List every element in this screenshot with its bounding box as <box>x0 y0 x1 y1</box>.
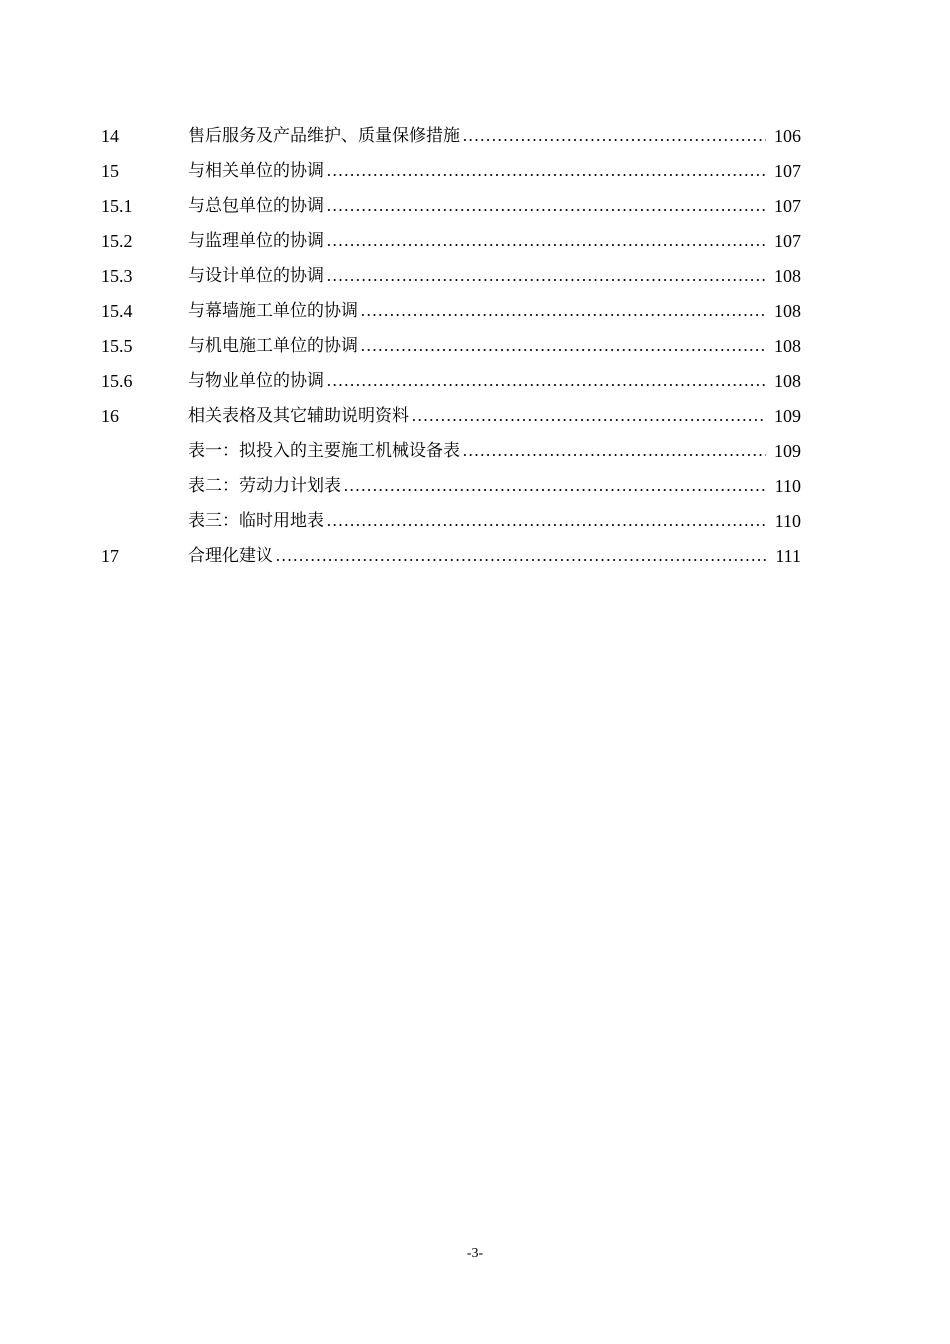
dot-leader <box>275 559 767 561</box>
dot-leader <box>462 139 766 141</box>
toc-entry-body <box>188 364 801 399</box>
toc-entry[interactable] <box>101 364 801 399</box>
dot-leader <box>326 279 766 281</box>
toc-entry-title: 与相关单位的协调 <box>188 161 324 181</box>
toc-entry-page: 109 <box>774 406 801 426</box>
dot-leader <box>360 349 766 351</box>
dot-leader <box>326 209 766 211</box>
toc-entry-title: 合理化建议 <box>188 546 273 566</box>
toc-entry-page: 107 <box>774 196 801 216</box>
toc-entry-title: 售后服务及产品维护、质量保修措施 <box>188 126 460 146</box>
toc-entry-body <box>188 224 801 259</box>
toc-entry-title: 相关表格及其它辅助说明资料 <box>188 406 409 426</box>
toc-entry-number: 15.6 <box>101 371 133 391</box>
toc-entry-page: 108 <box>774 336 801 356</box>
toc-entry[interactable] <box>101 329 801 364</box>
toc-entry-body <box>188 399 801 434</box>
toc-entry[interactable] <box>101 224 801 259</box>
dot-leader <box>326 244 766 246</box>
dot-leader <box>343 489 767 491</box>
toc-entry-page: 108 <box>774 301 801 321</box>
toc-entry-body <box>188 294 801 329</box>
dot-leader <box>326 524 767 526</box>
toc-entry-page: 111 <box>775 546 801 566</box>
toc-entry-number: 15.2 <box>101 231 133 251</box>
table-of-contents <box>101 119 801 574</box>
toc-entry-page: 109 <box>774 441 801 461</box>
toc-entry-number: 15.4 <box>101 301 133 321</box>
toc-entry-body <box>188 434 801 469</box>
toc-entry-body <box>188 504 801 539</box>
toc-entry-title: 表二：劳动力计划表 <box>188 476 341 496</box>
toc-entry-number: 15 <box>101 161 119 181</box>
toc-entry[interactable] <box>101 154 801 189</box>
toc-entry-body <box>188 189 801 224</box>
dot-leader <box>411 419 766 421</box>
toc-entry[interactable] <box>101 539 801 574</box>
toc-entry-page: 108 <box>774 371 801 391</box>
toc-entry-body <box>188 154 801 189</box>
toc-entry[interactable] <box>101 259 801 294</box>
toc-entry[interactable] <box>101 119 801 154</box>
toc-entry-title: 与物业单位的协调 <box>188 371 324 391</box>
toc-entry[interactable] <box>101 434 801 469</box>
toc-entry-page: 107 <box>774 231 801 251</box>
dot-leader <box>360 314 766 316</box>
toc-entry-body <box>188 329 801 364</box>
toc-entry-page: 106 <box>774 126 801 146</box>
toc-entry-page: 110 <box>774 476 801 496</box>
toc-entry-page: 107 <box>774 161 801 181</box>
toc-entry-title: 与幕墙施工单位的协调 <box>188 301 358 321</box>
dot-leader <box>462 454 766 456</box>
page-number: -3- <box>466 1246 484 1261</box>
toc-entry[interactable] <box>101 504 801 539</box>
toc-entry-page: 108 <box>774 266 801 286</box>
toc-entry-title: 与设计单位的协调 <box>188 266 324 286</box>
toc-entry-number: 16 <box>101 406 119 426</box>
toc-entry[interactable] <box>101 294 801 329</box>
toc-entry-body <box>188 259 801 294</box>
toc-entry-number: 17 <box>101 546 119 566</box>
toc-entry-number: 15.1 <box>101 196 133 216</box>
toc-entry-title: 表一：拟投入的主要施工机械设备表 <box>188 441 460 461</box>
toc-entry-title: 表三：临时用地表 <box>188 511 324 531</box>
dot-leader <box>326 384 766 386</box>
toc-entry-body <box>188 469 801 504</box>
toc-entry-title: 与监理单位的协调 <box>188 231 324 251</box>
toc-entry-number: 15.5 <box>101 336 133 356</box>
toc-entry[interactable] <box>101 399 801 434</box>
toc-entry[interactable] <box>101 469 801 504</box>
dot-leader <box>326 174 766 176</box>
toc-entry[interactable] <box>101 189 801 224</box>
toc-entry-number: 15.3 <box>101 266 133 286</box>
toc-entry-title: 与总包单位的协调 <box>188 196 324 216</box>
toc-entry-body <box>188 539 801 574</box>
toc-entry-number: 14 <box>101 126 119 146</box>
toc-entry-body <box>188 119 801 154</box>
toc-entry-page: 110 <box>774 511 801 531</box>
toc-entry-title: 与机电施工单位的协调 <box>188 336 358 356</box>
